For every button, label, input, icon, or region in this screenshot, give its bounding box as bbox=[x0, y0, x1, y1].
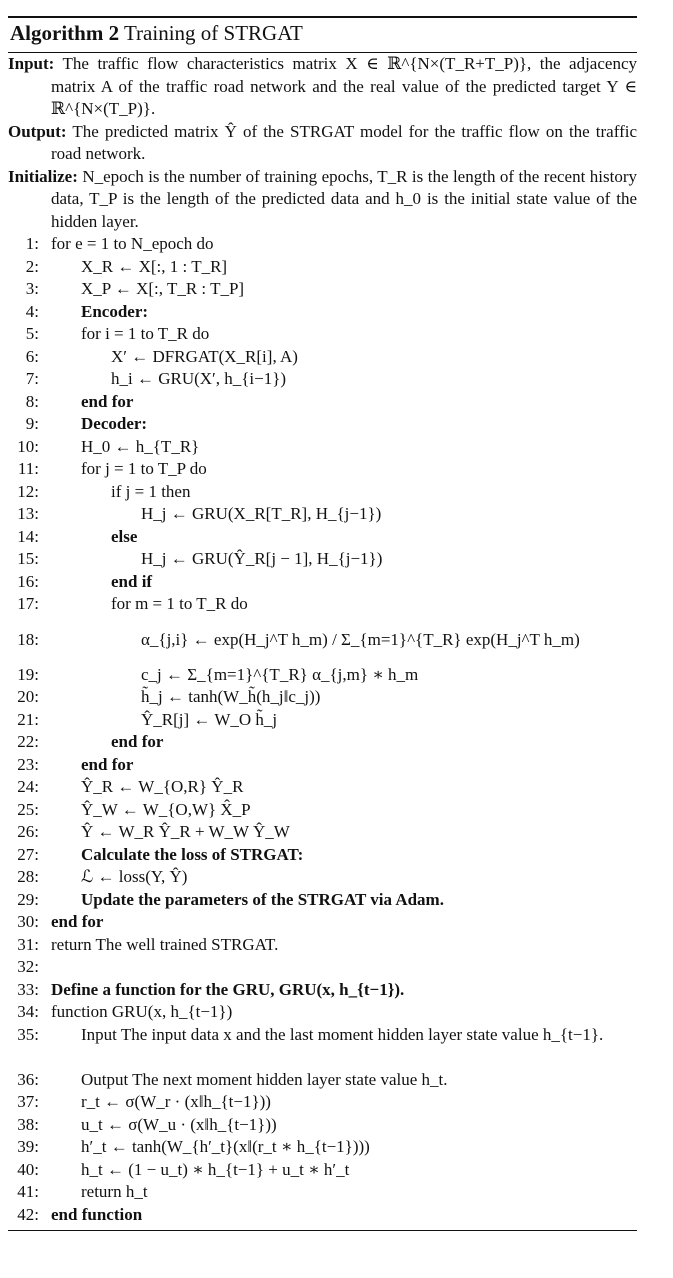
line-number: 20: bbox=[17, 687, 39, 706]
line-code: for e = 1 to N_epoch do bbox=[51, 234, 214, 253]
line-number: 38: bbox=[17, 1114, 39, 1134]
step-line bbox=[8, 1181, 637, 1204]
step-line bbox=[8, 548, 637, 571]
output-spec bbox=[8, 121, 637, 166]
step-line bbox=[8, 571, 637, 594]
line-code: return h_t bbox=[81, 1182, 148, 1201]
step-line bbox=[8, 1114, 637, 1137]
algorithm-steps bbox=[8, 233, 637, 1226]
line-code: h_i ← GRU(X′, h_{i−1}) bbox=[111, 369, 287, 388]
step-line bbox=[8, 889, 637, 912]
line-code: end for bbox=[111, 732, 164, 751]
step-line bbox=[8, 731, 637, 754]
line-number: 27: bbox=[17, 844, 39, 864]
step-line bbox=[8, 458, 637, 481]
step-line bbox=[8, 391, 637, 414]
step-line bbox=[8, 436, 637, 459]
step-line bbox=[8, 503, 637, 526]
line-number: 32: bbox=[17, 957, 39, 976]
line-code: end if bbox=[111, 571, 153, 591]
line-number: 4: bbox=[25, 301, 39, 321]
step-line bbox=[8, 256, 637, 279]
line-code: h′_t ← tanh(W_{h′_t}(x‖(r_t ∗ h_{t−1}))) bbox=[81, 1137, 370, 1156]
step-line bbox=[8, 686, 637, 709]
line-number: 2: bbox=[25, 256, 39, 276]
step-line bbox=[8, 593, 637, 616]
step-line bbox=[8, 799, 637, 822]
algorithm-name: Training of STRGAT bbox=[123, 21, 303, 45]
line-code: ℒ ← loss(Y, Ŷ) bbox=[81, 867, 188, 886]
line-number: 29: bbox=[17, 889, 39, 909]
line-code: else bbox=[111, 526, 138, 546]
step-line bbox=[8, 664, 637, 687]
step-line bbox=[8, 821, 637, 844]
line-number: 40: bbox=[17, 1159, 39, 1179]
step-line bbox=[8, 866, 637, 889]
line-number: 6: bbox=[25, 346, 39, 366]
initialize-label: Initialize: bbox=[8, 166, 78, 186]
step-line bbox=[8, 754, 637, 777]
line-code: H_0 ← h_{T_R} bbox=[81, 436, 200, 456]
line-number: 9: bbox=[25, 414, 39, 433]
step-line bbox=[8, 934, 637, 957]
step-line bbox=[8, 776, 637, 799]
line-number: 17: bbox=[17, 594, 39, 613]
line-code: end function bbox=[51, 1204, 143, 1224]
step-line bbox=[8, 1136, 637, 1159]
line-number: 16: bbox=[17, 571, 39, 591]
line-number: 34: bbox=[17, 1002, 39, 1021]
line-number: 23: bbox=[17, 754, 39, 774]
bottom-rule bbox=[8, 1230, 637, 1231]
line-number: 1: bbox=[25, 234, 39, 253]
step-line bbox=[8, 979, 637, 1002]
line-code: end for bbox=[81, 754, 134, 774]
line-code: α_{j,i} ← exp(H_j^T h_m) / Σ_{m=1}^{T_R} exp(H_j^T h_m) bbox=[141, 629, 580, 649]
line-number: 7: bbox=[25, 369, 39, 388]
line-code: r_t ← σ(W_r · (x‖h_{t−1})) bbox=[81, 1092, 271, 1111]
line-number: 42: bbox=[17, 1204, 39, 1224]
step-line bbox=[8, 233, 637, 256]
line-code: Calculate the loss of STRGAT: bbox=[81, 844, 304, 864]
line-code: end for bbox=[51, 912, 104, 931]
initialize-text: N_epoch is the number of training epochs, T_R is the length of the recent history data, T_P is the length of the predicted data and h_0 is the initial state value of the hidden layer. bbox=[51, 166, 637, 231]
line-code: h̃_j ← tanh(W_h̃(h_j‖c_j)) bbox=[141, 687, 321, 706]
step-line bbox=[8, 1001, 637, 1024]
input-text: The traffic flow characteristics matrix X ∈ ℝ^{N×(T_R+T_P)}, the adjacency matrix A of the traffic road network and the real value of the predicted target Y ∈ ℝ^{N×(T_P)}. bbox=[51, 54, 637, 118]
step-line bbox=[8, 323, 637, 346]
step-line bbox=[8, 368, 637, 391]
step-line bbox=[8, 616, 637, 664]
step-line bbox=[8, 844, 637, 867]
line-number: 39: bbox=[17, 1137, 39, 1156]
step-line bbox=[8, 481, 637, 504]
line-code: Ŷ_R[j] ← W_O h̃_j bbox=[141, 709, 278, 729]
line-code: for m = 1 to T_R do bbox=[111, 594, 248, 613]
line-number: 10: bbox=[17, 436, 39, 456]
line-code: Ŷ_R ← W_{O,R} Ŷ_R bbox=[81, 777, 244, 796]
line-number: 19: bbox=[17, 664, 39, 684]
line-number: 25: bbox=[17, 799, 39, 819]
line-number: 22: bbox=[17, 732, 39, 751]
step-line bbox=[8, 1024, 637, 1069]
step-line bbox=[8, 911, 637, 934]
line-code: Output The next moment hidden layer state value h_t. bbox=[81, 1069, 448, 1089]
line-code: X_P ← X[:, T_R : T_P] bbox=[81, 279, 245, 298]
line-number: 37: bbox=[17, 1092, 39, 1111]
algorithm-title bbox=[8, 18, 637, 48]
line-code: for i = 1 to T_R do bbox=[81, 324, 210, 343]
line-code: return The well trained STRGAT. bbox=[51, 934, 279, 954]
input-spec bbox=[8, 53, 637, 121]
line-code: for j = 1 to T_P do bbox=[81, 459, 207, 478]
step-line bbox=[8, 709, 637, 732]
initialize-spec bbox=[8, 166, 637, 234]
line-code: u_t ← σ(W_u · (x‖h_{t−1})) bbox=[81, 1114, 277, 1134]
line-code: X′ ← DFRGAT(X_R[i], A) bbox=[111, 346, 298, 366]
line-number: 35: bbox=[17, 1024, 39, 1044]
line-code: Ŷ_W ← W_{O,W} X̂_P bbox=[81, 799, 251, 819]
step-line bbox=[8, 301, 637, 324]
input-label: Input: bbox=[8, 54, 55, 73]
line-number: 13: bbox=[17, 504, 39, 523]
line-number: 12: bbox=[17, 481, 39, 501]
step-line bbox=[8, 1069, 637, 1092]
line-number: 14: bbox=[17, 526, 39, 546]
line-code: Define a function for the GRU, GRU(x, h_{t−1}). bbox=[51, 979, 405, 999]
line-code: c_j ← Σ_{m=1}^{T_R} α_{j,m} ∗ h_m bbox=[141, 664, 419, 684]
line-code: Update the parameters of the STRGAT via Adam. bbox=[81, 889, 444, 909]
output-text: The predicted matrix Ŷ of the STRGAT model for the traffic flow on the traffic road network. bbox=[51, 121, 637, 163]
line-number: 24: bbox=[17, 777, 39, 796]
step-line bbox=[8, 278, 637, 301]
line-code: H_j ← GRU(X_R[T_R], H_{j−1}) bbox=[141, 504, 382, 523]
step-line bbox=[8, 956, 637, 979]
output-label: Output: bbox=[8, 121, 67, 141]
line-number: 15: bbox=[17, 549, 39, 568]
line-code: Encoder: bbox=[81, 301, 149, 321]
line-number: 36: bbox=[17, 1069, 39, 1089]
line-code: function GRU(x, h_{t−1}) bbox=[51, 1002, 233, 1021]
line-number: 5: bbox=[25, 324, 39, 343]
line-code: X_R ← X[:, 1 : T_R] bbox=[81, 256, 228, 276]
line-number: 31: bbox=[17, 934, 39, 954]
step-line bbox=[8, 1204, 637, 1227]
line-number: 26: bbox=[17, 822, 39, 841]
line-number: 21: bbox=[17, 709, 39, 729]
line-code: h_t ← (1 − u_t) ∗ h_{t−1} + u_t ∗ h′_t bbox=[81, 1159, 350, 1179]
algorithm-number: Algorithm 2 bbox=[10, 21, 120, 45]
step-line bbox=[8, 413, 637, 436]
line-code: H_j ← GRU(Ŷ_R[j − 1], H_{j−1}) bbox=[141, 549, 383, 568]
algorithm-block bbox=[8, 16, 637, 1231]
step-line bbox=[8, 526, 637, 549]
line-number: 18: bbox=[17, 629, 39, 649]
line-number: 8: bbox=[25, 391, 39, 411]
line-code: Ŷ ← W_R Ŷ_R + W_W Ŷ_W bbox=[81, 822, 290, 841]
step-line bbox=[8, 1091, 637, 1114]
line-number: 30: bbox=[17, 912, 39, 931]
step-line bbox=[8, 1159, 637, 1182]
line-code: end for bbox=[81, 391, 134, 411]
line-code: Input The input data x and the last moment hidden layer state value h_{t−1}. bbox=[81, 1024, 604, 1044]
line-number: 33: bbox=[17, 979, 39, 999]
line-number: 41: bbox=[17, 1182, 39, 1201]
line-number: 28: bbox=[17, 867, 39, 886]
step-line bbox=[8, 346, 637, 369]
line-number: 3: bbox=[25, 279, 39, 298]
line-number: 11: bbox=[17, 459, 39, 478]
line-code: if j = 1 then bbox=[111, 481, 191, 501]
line-code: Decoder: bbox=[81, 414, 148, 433]
